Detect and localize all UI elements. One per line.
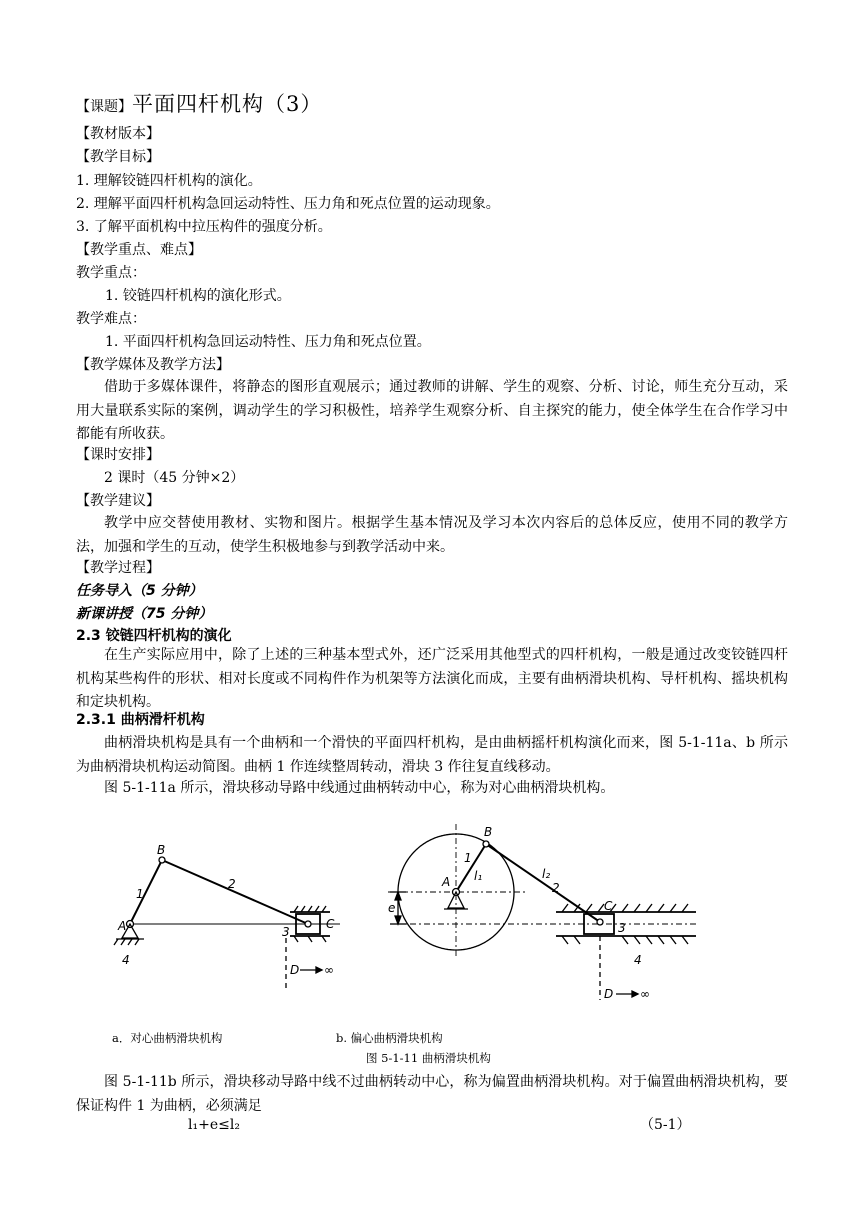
advice-paragraph: 教学中应交替使用教材、实物和图片。根据学生基本情况及学习本次内容后的总体反应，使用不同的教学方法，加强和学生的互动，使学生积极地参与到教学活动中来。 — [76, 515, 788, 555]
media-paragraph: 借助于多媒体课件，将静态的图形直观展示；通过教师的讲解、学生的观察、分析、讨论，师生充分互动，采用大量联系实际的案例，调动学生的学习积极性，培养学生观察分析、自主探究的能力，使全体学生在合作学习中都能有所收获。 — [76, 379, 788, 442]
figure-caption: 图 5-1-11 曲柄滑块机构 — [366, 1051, 491, 1065]
process-heading: 【教学过程】 — [76, 560, 160, 576]
label-a-infinity: ∞ — [324, 963, 334, 977]
label-b-D: D — [604, 987, 614, 1001]
keypoints-heading: 【教学重点、难点】 — [76, 242, 202, 258]
label-a-3: 3 — [282, 925, 290, 939]
keypoint-item: 1. 铰链四杆机构的演化形式。 — [105, 288, 291, 304]
advice-heading: 【教学建议】 — [76, 493, 160, 509]
label-a-A: A — [118, 919, 127, 933]
label-b-1: 1 — [464, 851, 472, 865]
label-a-D: D — [290, 963, 300, 977]
goals-heading: 【教学目标】 — [76, 149, 160, 165]
section-2-3-1-paragraph: 曲柄滑块机构是具有一个曲柄和一个滑快的平面四杆机构，是由曲柄摇杆机构演化而来，图 5-1-11a、b 所示为曲柄滑块机构运动简图。曲柄 1 作连续整周转动，滑块 3 作往复直线移动。 — [76, 735, 788, 775]
goal-item: 1. 理解铰链四杆机构的演化。 — [76, 173, 262, 189]
label-a-B: B — [157, 843, 166, 857]
fig-b-description: 图 5-1-11b 所示，滑块移动导路中线不过曲柄转动中心，称为偏置曲柄滑块机构。对于偏置曲柄滑块机构，要保证构件 1 为曲柄，必须满足 — [76, 1074, 788, 1114]
difficulty-label: 教学难点： — [76, 311, 146, 327]
lesson-title — [76, 88, 322, 118]
label-b-3: 3 — [618, 921, 626, 935]
label-a-C: C — [326, 917, 335, 931]
title-text: 平面四杆机构（3） — [132, 92, 323, 116]
new-lesson-heading: 新课讲授（75 分钟） — [76, 606, 213, 622]
formula-number: （5-1） — [640, 1117, 691, 1133]
label-b-B: B — [484, 825, 493, 839]
label-b-2: 2 — [552, 881, 560, 895]
goal-item: 3. 了解平面机构中拉压构件的强度分析。 — [76, 219, 332, 235]
title-tag: 【课题】 — [76, 99, 132, 115]
keypoint-label: 教学重点： — [76, 265, 146, 281]
formula: l₁+e≤l₂ — [188, 1117, 240, 1133]
schedule-heading: 【课时安排】 — [76, 447, 160, 463]
section-2-3-heading: 2.3 铰链四杆机构的演化 — [76, 628, 232, 644]
label-a-2: 2 — [228, 877, 236, 891]
goal-item: 2. 理解平面四杆机构急回运动特性、压力角和死点位置的运动现象。 — [76, 196, 500, 212]
figure-a-centric-slider-crank — [100, 840, 370, 1010]
label-a-1: 1 — [136, 887, 144, 901]
edition-heading: 【教材版本】 — [76, 126, 160, 142]
section-2-3-paragraph: 在生产实际应用中，除了上述的三种基本型式外，还广泛采用其他型式的四杆机构，一般是通过改变铰链四杆机构某些构件的形状、相对长度或不同构件作为机架等方法演化而成，主要有曲柄滑块机构、导杆机构、摇块机构和定块机构。 — [76, 647, 788, 710]
label-b-l1: l₁ — [474, 869, 483, 883]
label-b-e: e — [388, 901, 396, 915]
fig-a-description: 图 5-1-11a 所示，滑块移动导路中线通过曲柄转动中心，称为对心曲柄滑块机构。 — [104, 780, 615, 796]
label-b-A: A — [442, 875, 451, 889]
caption-a: a．对心曲柄滑块机构 — [112, 1031, 223, 1045]
label-b-4: 4 — [634, 953, 642, 967]
section-2-3-1-heading: 2.3.1 曲柄滑杆机构 — [76, 712, 205, 728]
label-b-l2: l₂ — [542, 867, 551, 881]
label-b-infinity: ∞ — [640, 987, 650, 1001]
task-intro-heading: 任务导入（5 分钟） — [76, 583, 203, 599]
caption-b: b. 偏心曲柄滑块机构 — [336, 1031, 443, 1045]
difficulty-item: 1. 平面四杆机构急回运动特性、压力角和死点位置。 — [105, 334, 431, 350]
label-b-C: C — [604, 899, 613, 913]
figure-b-offset-slider-crank — [386, 818, 702, 1008]
media-heading: 【教学媒体及教学方法】 — [76, 357, 230, 373]
label-a-4: 4 — [122, 953, 130, 967]
schedule-paragraph: 2 课时（45 分钟×2） — [104, 470, 245, 486]
